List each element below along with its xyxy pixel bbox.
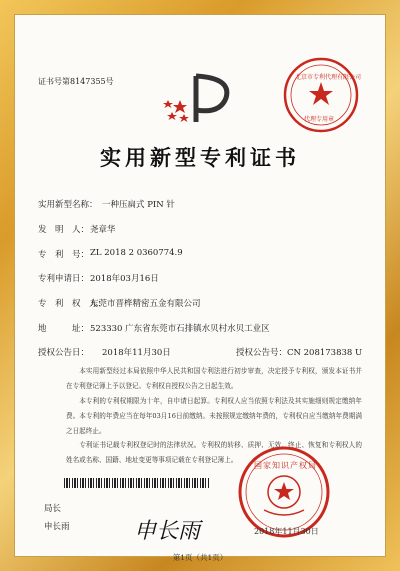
field-patentee-label: 专 利 权 人： bbox=[38, 299, 107, 309]
agency-seal-top-text: 北京市专利代理有限公司 bbox=[295, 74, 362, 81]
seal-date: 2018年11月30日 bbox=[254, 527, 319, 536]
field-grant-date-label: 授权公告日： bbox=[38, 348, 90, 358]
field-address-value: 523330 广东省东莞市石排镇水贝村水贝工业区 bbox=[90, 324, 270, 334]
field-inventor-value: 尧章华 bbox=[90, 225, 116, 235]
field-patent-no-label: 专 利 号： bbox=[38, 250, 90, 260]
field-patentee-value: 东莞市晋桦精密五金有限公司 bbox=[90, 299, 201, 309]
sipo-logo-icon bbox=[162, 70, 240, 128]
body-paragraph-2: 本专利的专利权期限为十年，自申请日起算。专利权人应当依照专利法及其实施细则规定缴纳年费。本专利的年费应当在每年03月16日前缴纳。未按照规定缴纳年费的，专利权自应当缴纳年费期满之日起终止。 bbox=[66, 397, 362, 435]
director-name: 申长雨 bbox=[44, 522, 70, 532]
field-filing-date-value: 2018年03月16日 bbox=[90, 274, 159, 284]
director-title: 局长 bbox=[44, 504, 62, 514]
field-inventor-label: 发 明 人： bbox=[38, 225, 90, 235]
agency-seal-bottom-text: 代理专用章 bbox=[304, 116, 335, 123]
field-filing-date-label: 专利申请日： bbox=[38, 274, 90, 284]
certificate-number: 证书号第8147355号 bbox=[38, 77, 114, 86]
handwritten-signature: 申长雨 bbox=[134, 519, 201, 544]
seal-text: 国家知识产权局 bbox=[254, 461, 317, 470]
field-patent-no-value: ZL 2018 2 0360774.9 bbox=[90, 248, 183, 258]
field-address-label: 地 址： bbox=[38, 324, 90, 334]
field-name-value: 一种压扁式 PIN 针 bbox=[102, 200, 175, 210]
body-paragraph-3: 专利证书记载专利权登记时的法律状况。专利权的转移、质押、无效、终止、恢复和专利权人的姓名或名称、国籍、地址变更等事项记载在专利登记簿上。 bbox=[66, 441, 362, 464]
field-name-label: 实用新型名称： bbox=[38, 200, 98, 210]
page-footer: 第1页（共1页） bbox=[172, 553, 228, 562]
announcement-number: 授权公告号：CN 208173838 U bbox=[236, 348, 363, 358]
document-title: 实用新型专利证书 bbox=[100, 145, 300, 170]
body-paragraph-1: 本实用新型经过本局依照中华人民共和国专利法进行初步审查，决定授予专利权，颁发本证书并在专利登记簿上予以登记。专利权自授权公告之日起生效。 bbox=[66, 367, 362, 390]
field-grant-date-value: 2018年11月30日 bbox=[102, 348, 171, 358]
barcode bbox=[64, 478, 209, 488]
certificate-paper bbox=[14, 14, 386, 562]
